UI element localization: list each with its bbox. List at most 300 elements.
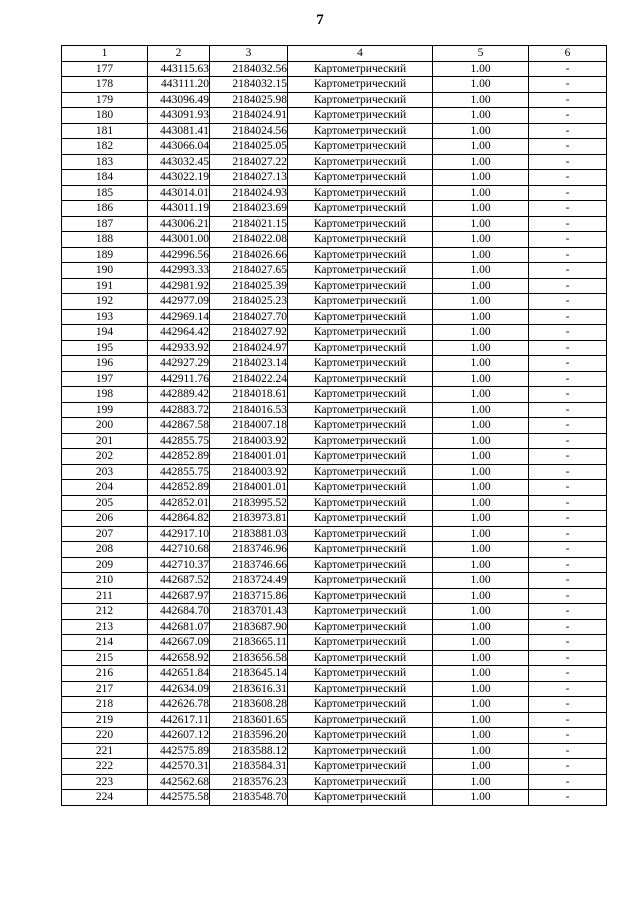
accuracy-cell: 1.00 [433,697,529,713]
accuracy-cell: 1.00 [433,418,529,434]
note-cell: - [529,712,607,728]
y-coordinate-cell: 2183601.65 [210,712,288,728]
point-number-cell: 192 [62,294,148,310]
point-number-cell: 188 [62,232,148,248]
point-number-cell: 184 [62,170,148,186]
table-row [62,216,607,232]
method-cell: Картометрический [288,557,433,573]
note-cell: - [529,728,607,744]
table-row [62,154,607,170]
note-cell: - [529,433,607,449]
note-cell: - [529,650,607,666]
y-coordinate-cell: 2184022.08 [210,232,288,248]
table-row [62,604,607,620]
y-coordinate-cell: 2184022.24 [210,371,288,387]
note-cell: - [529,232,607,248]
note-cell: - [529,542,607,558]
method-cell: Картометрический [288,108,433,124]
accuracy-cell: 1.00 [433,449,529,465]
table-row [62,418,607,434]
table-row [62,511,607,527]
header-cell-4: 4 [288,46,433,62]
accuracy-cell: 1.00 [433,123,529,139]
method-cell: Картометрический [288,573,433,589]
note-cell: - [529,526,607,542]
table-row [62,790,607,806]
y-coordinate-cell: 2184018.61 [210,387,288,403]
table-row [62,371,607,387]
x-coordinate-cell: 442852.89 [148,449,210,465]
y-coordinate-cell: 2184003.92 [210,464,288,480]
method-cell: Картометрический [288,418,433,434]
x-coordinate-cell: 443022.19 [148,170,210,186]
point-number-cell: 218 [62,697,148,713]
table-row [62,77,607,93]
accuracy-cell: 1.00 [433,619,529,635]
accuracy-cell: 1.00 [433,216,529,232]
note-cell: - [529,340,607,356]
point-number-cell: 204 [62,480,148,496]
x-coordinate-cell: 442684.70 [148,604,210,620]
x-coordinate-cell: 442687.52 [148,573,210,589]
accuracy-cell: 1.00 [433,774,529,790]
x-coordinate-cell: 442658.92 [148,650,210,666]
table-row [62,526,607,542]
accuracy-cell: 1.00 [433,650,529,666]
x-coordinate-cell: 442852.89 [148,480,210,496]
x-coordinate-cell: 442864.82 [148,511,210,527]
x-coordinate-cell: 442883.72 [148,402,210,418]
point-number-cell: 209 [62,557,148,573]
x-coordinate-cell: 442927.29 [148,356,210,372]
point-number-cell: 206 [62,511,148,527]
y-coordinate-cell: 2184027.70 [210,309,288,325]
x-coordinate-cell: 443111.20 [148,77,210,93]
method-cell: Картометрический [288,247,433,263]
x-coordinate-cell: 442964.42 [148,325,210,341]
coordinates-table [61,45,607,806]
point-number-cell: 193 [62,309,148,325]
accuracy-cell: 1.00 [433,340,529,356]
point-number-cell: 210 [62,573,148,589]
point-number-cell: 214 [62,635,148,651]
table-row [62,325,607,341]
method-cell: Картометрический [288,635,433,651]
point-number-cell: 213 [62,619,148,635]
y-coordinate-cell: 2184024.97 [210,340,288,356]
point-number-cell: 215 [62,650,148,666]
x-coordinate-cell: 442681.07 [148,619,210,635]
table-row [62,402,607,418]
accuracy-cell: 1.00 [433,263,529,279]
point-number-cell: 189 [62,247,148,263]
method-cell: Картометрический [288,61,433,77]
accuracy-cell: 1.00 [433,743,529,759]
method-cell: Картометрический [288,278,433,294]
y-coordinate-cell: 2183973.81 [210,511,288,527]
table-row [62,542,607,558]
point-number-cell: 194 [62,325,148,341]
method-cell: Картометрический [288,774,433,790]
table-row [62,650,607,666]
accuracy-cell: 1.00 [433,154,529,170]
point-number-cell: 211 [62,588,148,604]
note-cell: - [529,278,607,294]
table-row [62,139,607,155]
method-cell: Картометрический [288,619,433,635]
note-cell: - [529,263,607,279]
method-cell: Картометрический [288,185,433,201]
method-cell: Картометрический [288,170,433,186]
point-number-cell: 201 [62,433,148,449]
table-row [62,759,607,775]
note-cell: - [529,790,607,806]
note-cell: - [529,588,607,604]
point-number-cell: 182 [62,139,148,155]
x-coordinate-cell: 442917.10 [148,526,210,542]
y-coordinate-cell: 2183656.58 [210,650,288,666]
y-coordinate-cell: 2184032.15 [210,77,288,93]
method-cell: Картометрический [288,790,433,806]
method-cell: Картометрический [288,232,433,248]
point-number-cell: 216 [62,666,148,682]
note-cell: - [529,371,607,387]
method-cell: Картометрический [288,464,433,480]
method-cell: Картометрический [288,294,433,310]
method-cell: Картометрический [288,759,433,775]
accuracy-cell: 1.00 [433,232,529,248]
x-coordinate-cell: 442889.42 [148,387,210,403]
accuracy-cell: 1.00 [433,526,529,542]
table-row [62,278,607,294]
accuracy-cell: 1.00 [433,108,529,124]
note-cell: - [529,480,607,496]
note-cell: - [529,201,607,217]
accuracy-cell: 1.00 [433,790,529,806]
table-body [62,61,607,805]
note-cell: - [529,139,607,155]
method-cell: Картометрический [288,743,433,759]
x-coordinate-cell: 443115.63 [148,61,210,77]
x-coordinate-cell: 442626.78 [148,697,210,713]
note-cell: - [529,759,607,775]
point-number-cell: 221 [62,743,148,759]
x-coordinate-cell: 442867.58 [148,418,210,434]
method-cell: Картометрический [288,340,433,356]
note-cell: - [529,774,607,790]
table-row [62,464,607,480]
accuracy-cell: 1.00 [433,666,529,682]
point-number-cell: 185 [62,185,148,201]
point-number-cell: 199 [62,402,148,418]
method-cell: Картометрический [288,681,433,697]
table-row [62,588,607,604]
table-row [62,728,607,744]
method-cell: Картометрический [288,325,433,341]
point-number-cell: 183 [62,154,148,170]
y-coordinate-cell: 2183715.86 [210,588,288,604]
y-coordinate-cell: 2183881.03 [210,526,288,542]
x-coordinate-cell: 442651.84 [148,666,210,682]
point-number-cell: 205 [62,495,148,511]
table-row [62,201,607,217]
accuracy-cell: 1.00 [433,542,529,558]
y-coordinate-cell: 2183616.31 [210,681,288,697]
point-number-cell: 180 [62,108,148,124]
y-coordinate-cell: 2183548.70 [210,790,288,806]
x-coordinate-cell: 442911.76 [148,371,210,387]
x-coordinate-cell: 442575.58 [148,790,210,806]
note-cell: - [529,108,607,124]
x-coordinate-cell: 442993.33 [148,263,210,279]
x-coordinate-cell: 442562.68 [148,774,210,790]
note-cell: - [529,681,607,697]
y-coordinate-cell: 2184027.13 [210,170,288,186]
accuracy-cell: 1.00 [433,356,529,372]
x-coordinate-cell: 442710.68 [148,542,210,558]
table-row [62,635,607,651]
accuracy-cell: 1.00 [433,588,529,604]
accuracy-cell: 1.00 [433,278,529,294]
method-cell: Картометрический [288,728,433,744]
note-cell: - [529,154,607,170]
x-coordinate-cell: 443032.45 [148,154,210,170]
y-coordinate-cell: 2184025.23 [210,294,288,310]
point-number-cell: 223 [62,774,148,790]
note-cell: - [529,449,607,465]
y-coordinate-cell: 2184003.92 [210,433,288,449]
point-number-cell: 179 [62,92,148,108]
point-number-cell: 224 [62,790,148,806]
y-coordinate-cell: 2184021.15 [210,216,288,232]
note-cell: - [529,495,607,511]
note-cell: - [529,604,607,620]
table-row [62,433,607,449]
accuracy-cell: 1.00 [433,681,529,697]
table-row [62,480,607,496]
method-cell: Картометрический [288,201,433,217]
y-coordinate-cell: 2184023.14 [210,356,288,372]
y-coordinate-cell: 2183995.52 [210,495,288,511]
y-coordinate-cell: 2184023.69 [210,201,288,217]
x-coordinate-cell: 442575.89 [148,743,210,759]
x-coordinate-cell: 442969.14 [148,309,210,325]
accuracy-cell: 1.00 [433,433,529,449]
method-cell: Картометрический [288,356,433,372]
table-row [62,340,607,356]
note-cell: - [529,697,607,713]
accuracy-cell: 1.00 [433,480,529,496]
point-number-cell: 200 [62,418,148,434]
y-coordinate-cell: 2184027.65 [210,263,288,279]
y-coordinate-cell: 2183608.28 [210,697,288,713]
y-coordinate-cell: 2184027.22 [210,154,288,170]
y-coordinate-cell: 2183576.23 [210,774,288,790]
table-row [62,356,607,372]
note-cell: - [529,170,607,186]
point-number-cell: 196 [62,356,148,372]
x-coordinate-cell: 442634.09 [148,681,210,697]
note-cell: - [529,294,607,310]
accuracy-cell: 1.00 [433,635,529,651]
x-coordinate-cell: 442855.75 [148,464,210,480]
note-cell: - [529,309,607,325]
table-row [62,697,607,713]
accuracy-cell: 1.00 [433,247,529,263]
accuracy-cell: 1.00 [433,604,529,620]
note-cell: - [529,635,607,651]
method-cell: Картометрический [288,526,433,542]
accuracy-cell: 1.00 [433,495,529,511]
note-cell: - [529,185,607,201]
method-cell: Картометрический [288,402,433,418]
accuracy-cell: 1.00 [433,92,529,108]
x-coordinate-cell: 443014.01 [148,185,210,201]
accuracy-cell: 1.00 [433,294,529,310]
y-coordinate-cell: 2184024.93 [210,185,288,201]
note-cell: - [529,464,607,480]
x-coordinate-cell: 442996.56 [148,247,210,263]
y-coordinate-cell: 2183645.14 [210,666,288,682]
x-coordinate-cell: 443006.21 [148,216,210,232]
method-cell: Картометрический [288,371,433,387]
note-cell: - [529,325,607,341]
x-coordinate-cell: 442667.09 [148,635,210,651]
accuracy-cell: 1.00 [433,170,529,186]
point-number-cell: 195 [62,340,148,356]
method-cell: Картометрический [288,712,433,728]
accuracy-cell: 1.00 [433,139,529,155]
y-coordinate-cell: 2183701.43 [210,604,288,620]
method-cell: Картометрический [288,511,433,527]
x-coordinate-cell: 443066.04 [148,139,210,155]
table-row [62,170,607,186]
y-coordinate-cell: 2184024.91 [210,108,288,124]
method-cell: Картометрический [288,666,433,682]
accuracy-cell: 1.00 [433,201,529,217]
y-coordinate-cell: 2183588.12 [210,743,288,759]
table-row [62,573,607,589]
point-number-cell: 219 [62,712,148,728]
note-cell: - [529,666,607,682]
method-cell: Картометрический [288,480,433,496]
table-header [62,46,607,62]
accuracy-cell: 1.00 [433,77,529,93]
x-coordinate-cell: 443011.19 [148,201,210,217]
point-number-cell: 186 [62,201,148,217]
table-row [62,108,607,124]
note-cell: - [529,247,607,263]
method-cell: Картометрический [288,387,433,403]
point-number-cell: 190 [62,263,148,279]
header-cell-6: 6 [529,46,607,62]
table-row [62,387,607,403]
table-row [62,294,607,310]
method-cell: Картометрический [288,542,433,558]
x-coordinate-cell: 443096.49 [148,92,210,108]
point-number-cell: 187 [62,216,148,232]
point-number-cell: 217 [62,681,148,697]
y-coordinate-cell: 2184026.66 [210,247,288,263]
note-cell: - [529,77,607,93]
x-coordinate-cell: 443081.41 [148,123,210,139]
y-coordinate-cell: 2183724.49 [210,573,288,589]
y-coordinate-cell: 2184027.92 [210,325,288,341]
accuracy-cell: 1.00 [433,464,529,480]
point-number-cell: 212 [62,604,148,620]
table-row [62,557,607,573]
point-number-cell: 178 [62,77,148,93]
accuracy-cell: 1.00 [433,61,529,77]
table-row [62,247,607,263]
table-row [62,712,607,728]
note-cell: - [529,123,607,139]
table-row [62,619,607,635]
method-cell: Картометрический [288,588,433,604]
y-coordinate-cell: 2184025.39 [210,278,288,294]
method-cell: Картометрический [288,92,433,108]
header-cell-3: 3 [210,46,288,62]
table-row [62,666,607,682]
point-number-cell: 202 [62,449,148,465]
accuracy-cell: 1.00 [433,511,529,527]
accuracy-cell: 1.00 [433,759,529,775]
header-row [62,46,607,62]
accuracy-cell: 1.00 [433,712,529,728]
method-cell: Картометрический [288,77,433,93]
method-cell: Картометрический [288,697,433,713]
note-cell: - [529,557,607,573]
method-cell: Картометрический [288,139,433,155]
accuracy-cell: 1.00 [433,402,529,418]
table-row [62,92,607,108]
y-coordinate-cell: 2183596.20 [210,728,288,744]
x-coordinate-cell: 442933.92 [148,340,210,356]
method-cell: Картометрический [288,263,433,279]
point-number-cell: 191 [62,278,148,294]
note-cell: - [529,511,607,527]
x-coordinate-cell: 442977.09 [148,294,210,310]
note-cell: - [529,356,607,372]
method-cell: Картометрический [288,604,433,620]
table-row [62,681,607,697]
note-cell: - [529,418,607,434]
accuracy-cell: 1.00 [433,573,529,589]
method-cell: Картометрический [288,495,433,511]
x-coordinate-cell: 442852.01 [148,495,210,511]
accuracy-cell: 1.00 [433,309,529,325]
point-number-cell: 198 [62,387,148,403]
method-cell: Картометрический [288,123,433,139]
y-coordinate-cell: 2184001.01 [210,480,288,496]
page-number: 7 [316,12,324,28]
accuracy-cell: 1.00 [433,185,529,201]
accuracy-cell: 1.00 [433,325,529,341]
x-coordinate-cell: 442570.31 [148,759,210,775]
note-cell: - [529,61,607,77]
x-coordinate-cell: 442687.97 [148,588,210,604]
note-cell: - [529,387,607,403]
header-cell-2: 2 [148,46,210,62]
accuracy-cell: 1.00 [433,557,529,573]
accuracy-cell: 1.00 [433,728,529,744]
y-coordinate-cell: 2184016.53 [210,402,288,418]
method-cell: Картометрический [288,216,433,232]
y-coordinate-cell: 2183746.66 [210,557,288,573]
header-cell-1: 1 [62,46,148,62]
method-cell: Картометрический [288,154,433,170]
y-coordinate-cell: 2183665.11 [210,635,288,651]
